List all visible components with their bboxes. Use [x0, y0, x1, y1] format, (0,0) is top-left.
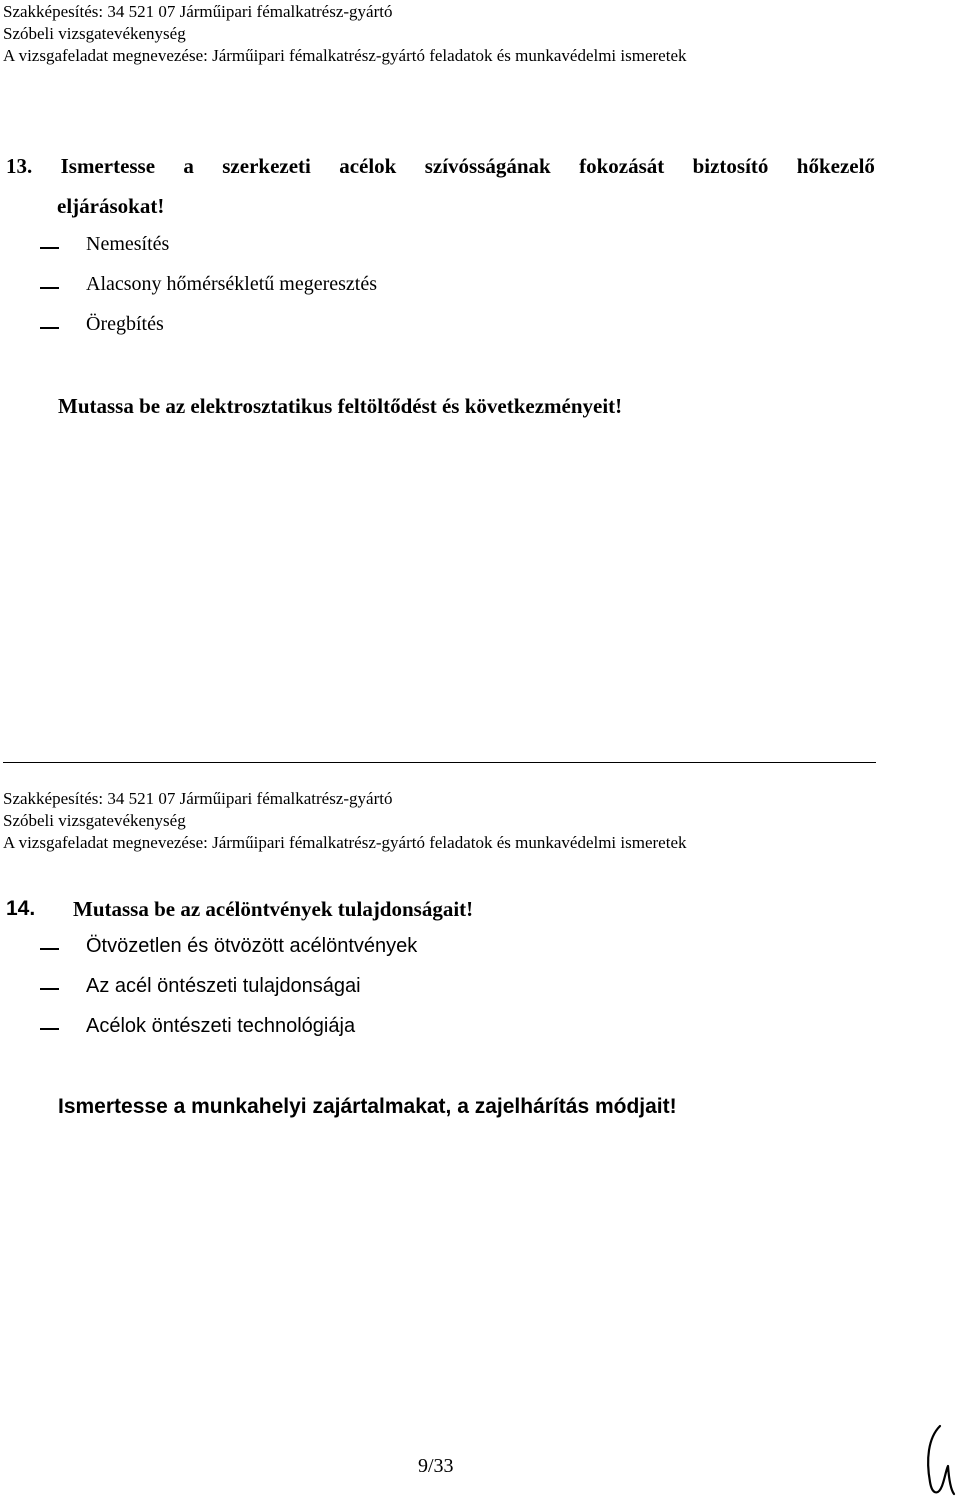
question-14: Mutassa be az acélöntvények tulajdonságait!	[73, 897, 474, 921]
question-13-continuation: eljárásokat!	[57, 194, 165, 218]
bullet-item: Nemesítés	[86, 233, 170, 255]
question-14-number: 14.	[6, 897, 36, 920]
header-qualification: Szakképesítés: 34 521 07 Járműipari fémalkatrész-gyártó	[3, 789, 393, 808]
header-task-name: A vizsgafeladat megnevezése: Járműipari fémalkatrész-gyártó feladatok és munkavédelmi ismeretek	[3, 46, 687, 65]
dash-bullet	[40, 988, 59, 990]
header-activity: Szóbeli vizsgatevékenység	[3, 811, 186, 830]
bullet-item: Az acél öntészeti tulajdonságai	[86, 975, 361, 997]
question-13-second: Mutassa be az elektrosztatikus feltöltődést és következményeit!	[58, 394, 623, 418]
question-13-number: 13.	[6, 154, 33, 178]
bullet-item: Öregbítés	[86, 313, 164, 335]
bullet-item: Alacsony hőmérsékletű megeresztés	[86, 273, 378, 295]
bullet-item: Ötvözetlen és ötvözött acélöntvények	[86, 935, 418, 957]
header-task-name: A vizsgafeladat megnevezése: Járműipari fémalkatrész-gyártó feladatok és munkavédelmi ismeretek	[3, 833, 687, 852]
bullet-item: Acélok öntészeti technológiája	[86, 1015, 356, 1037]
header-qualification: Szakképesítés: 34 521 07 Járműipari fémalkatrész-gyártó	[3, 2, 393, 21]
page-divider	[3, 762, 876, 763]
question-13: 13. Ismertesse a szerkezeti acélok szívósságának fokozását biztosító hőkezelő	[6, 154, 875, 178]
dash-bullet	[40, 247, 59, 249]
question-14-second: Ismertesse a munkahelyi zajártalmakat, a zajelhárítás módjait!	[58, 1095, 677, 1118]
dash-bullet	[40, 327, 59, 329]
page-number: 9/33	[418, 1455, 454, 1477]
dash-bullet	[40, 1028, 59, 1030]
signature-mark	[918, 1420, 958, 1500]
header-activity: Szóbeli vizsgatevékenység	[3, 24, 186, 43]
dash-bullet	[40, 948, 59, 950]
dash-bullet	[40, 287, 59, 289]
